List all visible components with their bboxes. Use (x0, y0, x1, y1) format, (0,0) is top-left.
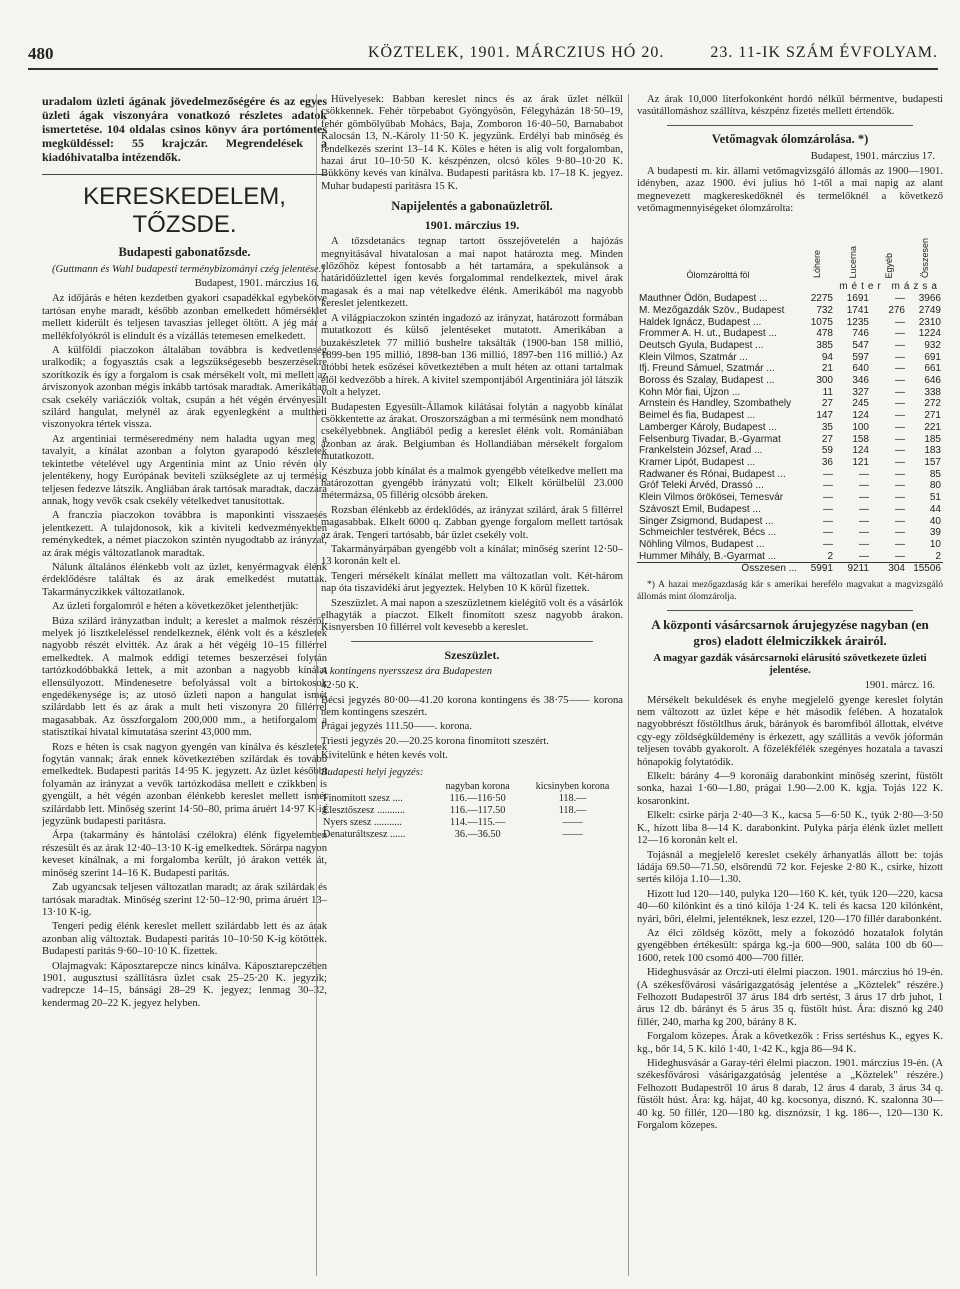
table-cell: 1075 (810, 316, 833, 328)
table-cell: Ifj. Freund Sámuel, Szatmár ... (639, 363, 775, 375)
paragraph: Forgalom közepes. Árak a következők : Friss sertéshus K., egyes K. kg., bőr 14, 5 K. kiló 1·40, 1·42 K., kgja 86—94 K. (637, 1031, 943, 1055)
table-cell: — (859, 538, 869, 550)
paragraph: Takarmányárpában gyengébb volt a kínálat; minőség szerint 12·50–13 koronán kelt el. (321, 544, 623, 568)
table-cell: 100 (852, 421, 869, 433)
table-cell: 691 (924, 351, 941, 363)
table-cell: 478 (816, 328, 833, 340)
header-label: Lucerna (848, 245, 858, 279)
table-cell: — (895, 480, 905, 492)
seed-dateline: Budapest, 1901. márczius 17. (810, 150, 935, 162)
table-cell: Frommer A. H. ut., Budapest ... (639, 328, 777, 340)
table-cell: — (895, 527, 905, 539)
table-cell: 27 (821, 398, 833, 410)
table-cell: 300 (816, 375, 833, 387)
seed-table (637, 217, 943, 575)
issue-info: 23. 11-IK SZÁM ÉVFOLYAM. (710, 44, 938, 61)
table-cell: 271 (924, 410, 941, 422)
paragraph: Szeszüzlet. A mai napon a szeszüzletnem kielégítő volt és a vásárlók elhagyták a piaczot. Elkelt finomított szesz nagyobb árakon. Kisnyersben 10 fillérrel volt kevesebb a kereslet. (321, 597, 623, 634)
table-cell: — (823, 503, 833, 515)
table-cell: 597 (852, 351, 869, 363)
table-cell: 327 (852, 386, 869, 398)
table-cell: — (895, 293, 905, 305)
table-cell: —— (562, 817, 583, 829)
table-cell: 932 (924, 339, 941, 351)
table-cell: 1691 (846, 293, 869, 305)
table-cell: Klein Vilmos örökösei, Temesvár (639, 492, 784, 504)
table-row (637, 527, 943, 539)
paragraph: Olajmagvak: Káposztarepcze nincs kínálva. Káposztarepczében 1901. augusztusi szállításra üzlet csak 25–25·20 K. jegyzik; vadrepcze 14–15, bánsági 28–29 K. jegyez; lenmag 30–32, kendermag 20–22 K. jegyez helyben. (42, 960, 327, 1009)
divider (667, 125, 913, 126)
futures-title: A kontingens nyersszesz ára Budapesten (321, 665, 493, 677)
paragraph: Az argentiniai terméseredmény nem haladta ugyan meg a tavalyit, a kínálat azonban a folyton gyarapodó készletek tekintetbe vételével ugy Argentinia mint az Unio révén oly jelentékeny, hogy Európának beviteli szükséglete az uj termésig teljesen fedezve látszik. Angliában árak tartósak maradtak, daczára annak, hogy vevők csak csekély vételkedvet tanusítottak. (42, 433, 327, 507)
column-3 (628, 94, 943, 1276)
table-row (637, 410, 943, 422)
table-cell: — (895, 445, 905, 457)
table-cell: Nöhling Vilmos, Budapest ... (639, 538, 765, 550)
table-cell: Felsenburg Tivadar, B.-Gyarmat (639, 433, 781, 445)
paragraph: Az időjárás e héten kezdetben gyakori csapadékkal egybekötve tartósan enyhe maradt, később azonban emelkedett hőmérséklet mellett kiderült és teljesen tavaszias jelleget öltött. A jég már a mellékfolyókról is elindult és a vízállás tetemesen emelkedett. (42, 293, 327, 342)
table-cell: 124 (852, 445, 869, 457)
table-cell: — (895, 386, 905, 398)
seed-title: Vetőmagvak ólomzárolása. *) (711, 131, 869, 146)
market-body (637, 695, 943, 1133)
table-cell: — (895, 421, 905, 433)
table-cell: — (895, 375, 905, 387)
table-cell: 116.—116·50 (449, 793, 506, 805)
table-cell: 36.—36.50 (454, 829, 501, 841)
paragraph: Tengeri pedig élénk kereslet mellett szilárdabb lett és az árak azonban alig változtak. Budapesti paritás 10–10·50 K-ig kötöttek. Budapesti paritás 9·60–10·10 K. fizettek. (42, 921, 327, 958)
table-cell: — (859, 515, 869, 527)
paragraph: A külföldi piaczokon általában továbbra is kedvetlenség uralkodik; a fogyasztás csak a legszükségesebb beszerzésekre szorítkozik és így a forgalom is csak mérsékelt volt, mi mellett az árviszonyok azonban mégis inkább tartósak maradtak. Amerikában csak csekély variácziók voltak, csupán a hét végén érvényesült szilárd hangulat, melynél az árak egyenlegként a multheti viszonyokra tértek vissza. (42, 345, 327, 431)
table-cell: 11 (822, 386, 833, 398)
table-row (637, 340, 943, 352)
table-cell: Klein Vilmos, Szatmár ... (639, 351, 748, 363)
table-cell: Arnstein és Handley, Szombathely (639, 398, 792, 410)
seed-table-header (871, 217, 907, 281)
table-row (321, 817, 623, 829)
column-2 (316, 94, 623, 1276)
table-cell: — (859, 527, 869, 539)
table-cell: 185 (924, 433, 941, 445)
paragraph: A franczia piaczokon továbbra is maponkinti visszaesés jelentkezett. A tulajdonosok, kik a kiviteli kedvezményekben reménykedtek, a német piaczokon szintén nyugodtabb az irányzat, az árak mégis változatlanok maradtak. (42, 510, 327, 559)
section-title: KERESKEDELEM, TŐZSDE. (42, 174, 327, 239)
total-label: Összesen ... (637, 563, 799, 575)
header-label: Egyéb (884, 252, 894, 279)
futures-line: Triesti jegyzés 20.—20.25 korona finomított szeszért. (321, 735, 549, 747)
table-cell: 746 (852, 328, 869, 340)
table-cell: 114.—115.— (450, 817, 506, 829)
table-cell: 2 (935, 550, 941, 562)
market-sub: A magyar gazdák vásárcsarnoki elárusító szövetkezete üzleti jelentése. (653, 652, 927, 677)
table-cell: — (895, 503, 905, 515)
futures-lines (321, 680, 623, 762)
table-cell: 1224 (918, 328, 941, 340)
table-cell: — (895, 433, 905, 445)
table-row (637, 387, 943, 399)
table-cell: — (859, 468, 869, 480)
table-cell: 2275 (810, 293, 833, 305)
table-cell: 640 (852, 363, 869, 375)
table-cell: Mauthner Ödön, Budapest ... (639, 293, 768, 305)
table-row (637, 352, 943, 364)
header-label: Ólomzárolttá föl (686, 270, 750, 281)
table-cell: Szávoszt Emil, Budapest ... (639, 503, 761, 515)
price-header (321, 781, 433, 793)
table-row (637, 398, 943, 410)
table-cell: — (895, 468, 905, 480)
table-cell: — (895, 339, 905, 351)
paragraph: Elkelt: csirke párja 2·40—3 K., kacsa 5—6·50 K., tyúk 2·80—3·50 K., hízott liba 8—14 K. darabonkint. Pulyka párja élénk üzlet mellett 12—16 koronán kelt el. (637, 810, 943, 847)
table-cell: 157 (924, 456, 941, 468)
table-row (637, 480, 943, 492)
futures-line: 42·50 K. (321, 680, 359, 692)
table-cell: 27 (821, 433, 833, 445)
table-cell: 85 (929, 468, 941, 480)
table-cell: — (823, 527, 833, 539)
table-row (637, 305, 943, 317)
table-cell: — (895, 538, 905, 550)
table-row (637, 551, 943, 563)
table-cell: Nyers szesz ........... (323, 817, 402, 829)
table-cell: — (895, 328, 905, 340)
table-cell: — (895, 316, 905, 328)
table-cell: Beimel és fia, Budapest ... (639, 410, 756, 422)
table-cell: Schmeichler testvérek, Bécs ... (639, 527, 777, 539)
table-unit: méter mázsa (839, 281, 941, 293)
table-cell: 732 (816, 304, 833, 316)
header-label: Lóhere (812, 250, 822, 279)
table-row (637, 539, 943, 551)
seed-footnote: *) A hazai mezőgazdaság kár s amerikai herefélo magvakat a magvizsgáló állomás mint ólomzárolja. (637, 580, 943, 603)
paragraph: Készbuza jobb kínálat és a malmok gyengébb vételkedve mellett ma határozottan gyengébb irányzatú volt; Elkelt körülbelül 23.000 métermázsa, 05 fillérig olcsóbb áreken. (321, 465, 623, 502)
paragraph: Rozs e héten is csak nagyon gyengén van kínálva és készletek fogytán vannak; árak ennek következtében szilárdak és tovább emelkedtek. Budapesti paritás 14·95 K. jegyzett. Az üzlet későbbi folyamán az irányzat a vevők tartózkodása mellett e czikkben is gyengült, a hét végén azonban élénkebb kereslet mellett ismét szilárdabb lett. Minőség szerint 14·50–80, prima áruért 14·97 K-ig jegyzünk budapesti paritásra. (42, 741, 327, 828)
seed-table-header (835, 217, 871, 281)
total-cell: 5991 (799, 563, 835, 575)
table-cell: 183 (924, 445, 941, 457)
table-cell: 21 (821, 363, 833, 375)
report-title: Napijelentés a gabonaüzletről. (391, 199, 553, 214)
table-cell: Élesztőszesz ........... (323, 805, 406, 817)
table-cell: 35 (821, 421, 833, 433)
table-cell: 118.— (558, 793, 587, 805)
table-cell: 51 (929, 492, 941, 504)
table-cell: 245 (852, 398, 869, 410)
table-row (637, 516, 943, 528)
table-cell: — (895, 351, 905, 363)
price-table (321, 781, 623, 841)
page-number: 480 (28, 44, 54, 63)
price-header: nagyban korona (445, 781, 510, 793)
table-cell: 124 (852, 410, 869, 422)
paragraph: Árpa (takarmány és hántolási czélokra) élénk figyelemben részesült és az árak 12·40–13·10 K-ig emelkedtek. Sörárpa nagyon keveset kínálnak, a mi forgalomba került, jó árakon vették át, minőség szerint 14–16 K. Budapesti paritás. (42, 830, 327, 879)
table-row (637, 317, 943, 329)
table-row (637, 457, 943, 469)
spirit-title: Szeszüzlet. (444, 647, 500, 662)
table-cell: 1235 (846, 316, 869, 328)
table-row (637, 293, 943, 305)
table-cell: Frankelstein József, Arad ... (639, 445, 763, 457)
table-cell: — (823, 468, 833, 480)
total-cell: 9211 (835, 563, 871, 575)
table-cell: 40 (929, 515, 941, 527)
table-cell: 547 (852, 339, 869, 351)
page-header (28, 44, 938, 70)
table-row (321, 793, 623, 805)
market-date: 1901. márcz. 16. (864, 679, 935, 691)
table-cell: — (859, 492, 869, 504)
table-row (321, 805, 623, 817)
paragraph: Hideghusvásár a Garay-téri élelmi piaczon. 1901. márczius 19-én. (A székesfővárosi vásárigazgatóság jelentése a „Köztelek" részére.) Felhozott Budapestről 10 árus 8 darab, 12 árus 4 darab, 3 árus 34 q. füstölt húst. Ára: kg. hájat, 40 kg. kocsonya, disznó. K. szalonna 30—40 kg. 50 fillér, 120—180 kg. disznózsír, 1 kg. 186—, 120—130 K. Forgalom közepes. (637, 1058, 943, 1132)
table-cell: Singer Zsigmond, Budapest ... (639, 515, 774, 527)
table-cell: — (895, 456, 905, 468)
table-cell: 94 (821, 351, 833, 363)
paragraph: Az élci zöldség között, mely a fokozódó hozatalok folytán gyengébben értékesült: spárga kg.-ja 600—900, saláta 100 db 60—1600, retek 100 csomó 400—700 fillér. (637, 927, 943, 964)
table-cell: M. Mezőgazdák Szöv., Budapest (639, 304, 785, 316)
futures-line: Prágai jegyzés 111.50——. korona. (321, 721, 473, 733)
table-cell: 158 (852, 433, 869, 445)
table-cell: Deutsch Gyula, Budapest ... (639, 339, 764, 351)
table-cell: 147 (816, 410, 833, 422)
table-cell: Radwaner és Rónai, Budapest ... (639, 468, 786, 480)
table-cell: — (895, 363, 905, 375)
table-cell: 338 (924, 386, 941, 398)
seed-table-header (907, 217, 943, 281)
table-row (321, 829, 623, 841)
dateline: Budapest, 1901. márczius 16. (194, 278, 319, 290)
paragraph: Zab ugyancsak teljesen változatlan maradt; az árak szilárdak és tartósak maradtak. Minőség szerint 12·50–12·90, prima áruért 13–13·10 K-ig. (42, 882, 327, 918)
table-cell: 646 (924, 375, 941, 387)
table-cell: Gróf Teleki Árvéd, Drassó ... (639, 480, 764, 492)
table-cell: — (823, 480, 833, 492)
table-cell: Haldek Ignácz, Budapest ... (639, 316, 762, 328)
column-1 (42, 94, 327, 1276)
table-cell: —— (562, 829, 583, 841)
table-cell: 2310 (918, 316, 941, 328)
table-cell: — (895, 515, 905, 527)
table-cell: — (823, 492, 833, 504)
article-body (42, 293, 327, 1010)
table-row (637, 492, 943, 504)
paragraph: Búza szilárd irányzatban indult; a kereslet a malmok részéről, melyek jó lisztkeleléssel rendelkeznek, élénk volt és a készletek nagyobb részét elvitték. Az árak a hét végéig 10–15 fillérrel emelkedtek. A malmok eddigi tetemes beszerzései folytán tartózkodóbbakká lettek, a mit azonban a nagyobb kínálat ellensúlyozott. Mindenesetre befolyással volt a birtokosok engedékenysége is; az utosó üzleti napon a hangulat ismét szilárdabb lett és az árak a mult heti viszonyra 20 fillérrel magasabbak. Az összforgalom 200,000 mm., a hetiforgalom a statisztikai hivatal kimutatása szerint 43,000 mm. (42, 615, 327, 739)
report-date: 1901. márczius 19. (424, 218, 520, 233)
seed-table-header (799, 217, 835, 281)
paragraph: Mérsékelt bekuldések és enyhe megjelelő gyenge kereslet folytán nem változott az üzlet képe e hét második felében. A hozatalok nagyobbrészt főstöltlhus áruk, bárányok és baromfiból állottak, elvétve cgy-egy zöldségküldemény is érkezett, agy szállitás a vevők jóformán teljesen tovább gyakorolt. A főzelékfélék szegényes hozatala a tavaszi hónapokig folytatódik. (637, 694, 943, 768)
table-cell: 44 (929, 503, 941, 515)
futures-line: Bécsi jegyzés 80·00—41.20 korona kontingens és 38·75—— korona nem kontingens szeszért. (321, 694, 623, 719)
table-cell: 2 (827, 550, 833, 562)
divider (351, 641, 593, 642)
table-row (637, 328, 943, 340)
table-cell: 661 (924, 363, 941, 375)
table-cell: Boross és Szalay, Budapest ... (639, 375, 775, 387)
table-cell: 272 (924, 398, 941, 410)
table-cell: Finomított szesz .... (323, 793, 403, 805)
table-cell: — (895, 398, 905, 410)
legumes-paragraph: Hüvelyesek: Babban kereslet nincs és az árak üzlet nélkül csökkennek. Fehér törpebabot Gyöngyösön, Félegyházán 18·50–19, fehér gömbölyűbab Mohács, Baja, Zomboron 16·40–50, Barnababot Kalocsán 13, N.-Károly 11·50 K. jegyzünk. Erdélyi bab minőség és rendelkezés szerint 13–14 K. Köles e héten is alig volt forgalomban, hazai árut 10–10·50 K. készpénzen, olcsó köles 9·80–10·20 K. Bükköny kevés van kínálva. Budapesti paritásra kb. 17–18 K. jegyez. Muhar budapesti paritásra 15 K. (321, 94, 623, 192)
futures-line: Kivitelünk e héten kevés volt. (321, 750, 448, 762)
table-cell: — (895, 410, 905, 422)
table-row (637, 434, 943, 446)
intro-paragraph: uradalom üzleti ágának jövedelmezőségére és az egyes üzleti ágak viszonyára vonatkozó részletes adatok ismertetése. 104 oldalas csinos könyv ára portómentes megküldéssel: 55 krajczár. Megrendelések a kiadóhivatalba intézendők. (42, 94, 327, 164)
price-table-title: Budapesti helyi jegyzés: (321, 766, 424, 778)
header-label: Összesen (920, 238, 930, 279)
table-cell: Kohn Mór fiai, Újzon ... (639, 386, 741, 398)
table-cell: 116.—117.50 (450, 805, 506, 817)
table-cell: 346 (852, 375, 869, 387)
paragraph: Rozsban élénkebb az érdeklődés, az irányzat szilárd, árak 5 fillérrel magasabbak. Elkelt 6000 q. Zabban gyenge forgalom mellett tartósak az árak. Tengeri tartósabb, bár üzlet csekély volt. (321, 504, 623, 541)
paragraph: Nálunk általános élénkebb volt az üzlet, kenyérmagvak élénk érdeklődésre találtak és az árak emelkedést mutattak. Takarmányczikkek változatlanok. (42, 561, 327, 598)
table-cell: 3966 (918, 293, 941, 305)
table-cell: 1741 (846, 304, 869, 316)
subheading: Budapesti gabonatőzsde. (118, 245, 251, 259)
paragraph: Budapesten Egyesült-Államok kilátásai folytán a nagyobb kínálat csökkentette az árakat. Oroszországban a mi termésünk nem mondható csekélyebbnek. Angliából pedig a kereslet élénk volt. Romániában azonban az árak. Belgiumban és Hollandiában mérsékelt forgalom mutatkozott. (321, 401, 623, 463)
table-cell: 2749 (918, 304, 941, 316)
table-cell: 385 (816, 339, 833, 351)
table-cell: — (895, 550, 905, 562)
table-row (637, 363, 943, 375)
paragraph: Hizott lud 120—140, pulyka 120—160 K. két, tyúk 120—220, kacsa 40—60 kilónkint és a tinó kilója 1·24 K. teli és kacsa 120 kilónként, nyári, bőri, élelmi, jelentéknek, lesz ezzel, 120—170 fillér darabonként. (637, 888, 943, 925)
table-cell: 118.— (558, 805, 587, 817)
table-cell: — (859, 550, 869, 562)
seed-intro: A budapesti m. kir. állami vetőmagvizsgáló állomás az 1900—1901. idényben, azaz 1900. évi julius hó 1-től a mai napig az alant megnevezett magkereskedőknél és termelőknél a következő vetőmagmennyiségeket ólomzárolta: (637, 165, 943, 215)
seed-table-header (637, 217, 799, 281)
table-cell: — (859, 503, 869, 515)
table-cell: 276 (888, 304, 905, 316)
table-cell: — (823, 538, 833, 550)
table-row (637, 375, 943, 387)
table-cell: Kramer Lipót, Budapest ... (639, 456, 756, 468)
table-cell: Lamberger Károly, Budapest ... (639, 421, 777, 433)
market-title: A központi vásárcsarnok árujegyzése nagyban (en gros) eladott élelmiczikkek árairól. (651, 616, 929, 648)
table-cell: — (823, 515, 833, 527)
table-cell: 36 (821, 456, 833, 468)
table-row (637, 469, 943, 481)
top-note: Az árak 10,000 literfokonként hordó nélkül bérmentve, budapesti vasútállomáshoz szállítva, készpénz fizetés mellett értendők. (637, 94, 943, 118)
paragraph: A világpiaczokon szintén ingadozó az irányzat, határozott formában mutatkozott és külső jelentéseket mutatott. Amerikában a buzakészletek 77 millió bushelre taksálták (1900-ban 158 millió, 1899-ben 195 millió, 1898-ban 136 millió, 1897-ben 116 millió.) Az utóbbi hetek esőzései következtében a mult héten az ottani tartalmak elől kedvezőbb a hírek. A kivitel szempontjából Argentiniára jól látszik volt a helyzet. (321, 312, 623, 399)
total-cell: 15506 (907, 563, 943, 575)
report-body (321, 236, 623, 635)
total-cell: 304 (871, 563, 907, 575)
table-cell: — (895, 492, 905, 504)
paragraph: A tőzsdetanács tegnap tartott összejövetelén a hajózás megnyitásával hivatalosan a mai napot határozta meg. Minden előzőhöz képest fontosabb a hét tartamára, a spekulánsok a határidőüzlettel igen kevés forgalommal rendelkeztek, mivel árak magasak és a mai nap vételkedve élénk. Amerikából ma nagyobb kereslet jelentkezett. (321, 236, 623, 310)
table-cell: 121 (852, 456, 869, 468)
table-cell: 221 (924, 421, 941, 433)
table-cell: 80 (929, 480, 941, 492)
paragraph: Hideghusvásár az Orczi-uti élelmi piaczon. 1901. márczius hó 19-én. (A székesfővárosi vásárigazgatóság jelentése a „Köztelek" részére.) Felhozott Budapestről 37 árus 184 drb sertést, 3 árus 17 drb juhot, 1 árus 12 db. bárányt és 5 árus 35 q. füstölt húst. Ára: disznó kg 240 fillér, 240, marha kg 200, bárány 8 K. (637, 967, 943, 1028)
table-row (637, 504, 943, 516)
table-cell: 10 (929, 538, 941, 550)
table-row (637, 422, 943, 434)
table-row (637, 445, 943, 457)
table-cell: Denaturáltszesz ...... (323, 829, 406, 841)
masthead: KÖZTELEK, 1901. MÁRCZIUS HÓ 20. (368, 44, 665, 61)
divider (667, 610, 913, 611)
source-note: (Guttmann és Wahl budapesti terménybizományi czég jelentése.) (52, 264, 325, 275)
paragraph: Tojásnál a megjelelő kereslet csekély árhanyatlás állott be: tojás ládája 69.50—71.50, elsőrendű 72 kor. Fejeske 2·80 K., csirke, hizott sertés kilója 1.10—1.30. (637, 849, 943, 886)
paragraph: Tengeri mérsékelt kínálat mellett ma változatlan volt. Két-három nap óta tiszavidéki árut jegyeztek. Helyben 10 K körül fizettek. (321, 570, 623, 595)
table-cell: 59 (821, 445, 833, 457)
paragraph: Elkelt: bárány 4—9 koronáig darabonkint minőség szerint, füstölt sonka, hazai 1·60—1.80, prágai 1.90—2.00 K. kgja. Tojás 122 K. kosaronkint. (637, 771, 943, 807)
price-header: kicsinyben korona (535, 781, 610, 793)
paragraph: Az üzleti forgalomról e héten a következőket jelenthetjük: (52, 601, 299, 613)
table-cell: — (859, 480, 869, 492)
table-cell: Hummer Mihály, B.-Gyarmat ... (639, 550, 777, 562)
table-cell: 39 (929, 527, 941, 539)
